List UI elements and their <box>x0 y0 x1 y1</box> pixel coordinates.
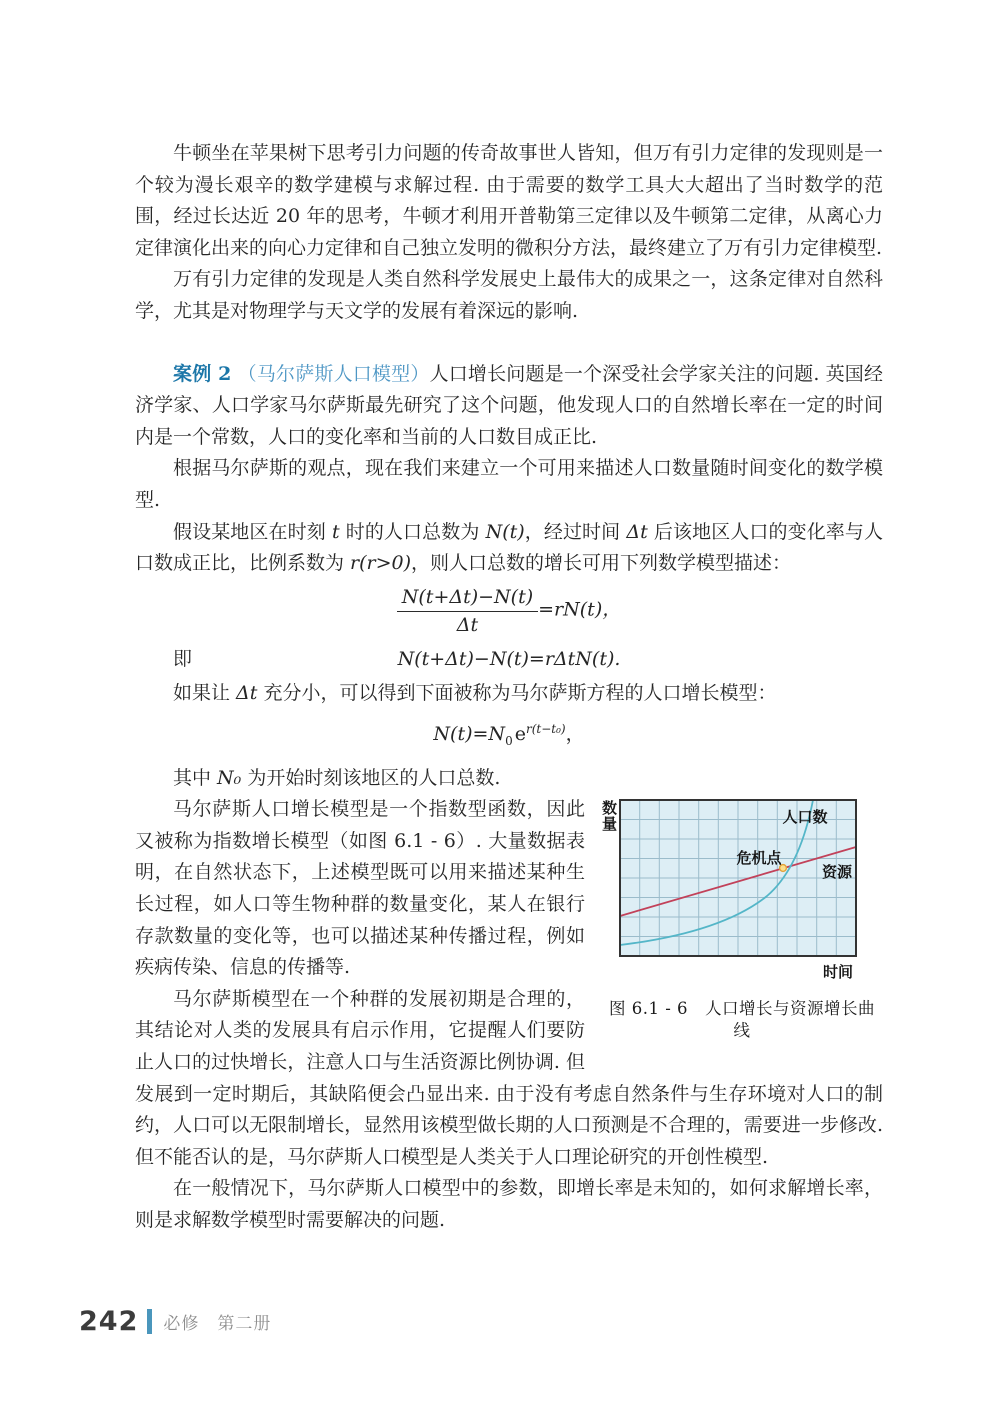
text-segment: 时的人口总数为 <box>339 520 486 543</box>
text-segment: 假设某地区在时刻 <box>173 520 332 543</box>
math-inline: r(r>0) <box>350 552 412 575</box>
paragraph-build-model: 根据马尔萨斯的观点，现在我们来建立一个可用来描述人口数量随时间变化的数学模型. <box>135 457 883 511</box>
formula-e: e <box>514 723 526 746</box>
population-series-label: 人口数 <box>782 808 828 827</box>
formula-lead-word: 即 <box>173 648 193 670</box>
paragraph-exponential-growth: 马尔萨斯人口增长模型是一个指数型函数，因此又被称为指数增长模型（如图 6.1 - 6）. 大量数据表明，在自然状态下，上述模型既可以用来描述某种生长过程，如人口等生物种群的数量变化，某人在银行存款数量的变化等，也可以描述某种传播过程，例如疾病传染、信息的传播等. <box>135 798 585 979</box>
figure-6-1-6 <box>601 798 883 1042</box>
text-segment: 如果让 <box>173 681 237 704</box>
math-inline: Δt <box>626 520 648 543</box>
math-inline: N(t) <box>485 520 525 543</box>
text-segment: ，则人口总数的增长可用下列数学模型描述： <box>411 552 792 575</box>
fraction <box>397 585 538 639</box>
fraction-numerator: N(t+Δt)−N(t) <box>397 585 538 613</box>
text-segment: 人口增长问题是一个深受社会学家关注的问题. 英国经济学家、人口学家马尔萨斯最先研究了这个问题，他发现人口的自然增长率在一定的时间内是一个常数，人口的变化率和当前的人口数目成正比. <box>135 362 883 448</box>
text-segment: 后该地区人口的变化率与人口数成正比，比例系数为 <box>135 520 883 575</box>
population-resource-chart <box>618 798 864 984</box>
figure-x-axis-label: 时间 <box>822 963 854 982</box>
page-body-text <box>135 138 883 1236</box>
crisis-point-label: 危机点 <box>736 849 782 868</box>
formula-rhs: =rN(t)， <box>538 598 622 621</box>
footer-divider-bar <box>147 1309 152 1334</box>
text-segment: 其中 <box>173 766 218 789</box>
resource-series-label: 资源 <box>821 863 853 882</box>
case2-subtitle: （马尔萨斯人口模型） <box>237 362 430 385</box>
formula-lhs: N(t)=N <box>433 723 506 746</box>
text-segment: ，经过时间 <box>524 520 627 543</box>
paragraph-initial-population <box>135 763 883 795</box>
volume-label: 必修 第二册 <box>163 1314 272 1334</box>
paragraph-model-limitations: 马尔萨斯模型在一个种群的发展初期是合理的，其结论对人类的发展具有启示作用，它提醒人们要防止人口的过快增长，注意人口与生活资源比例协调. 但发展到一定时期后，其缺陷便会凸显出来. 由于没有考虑自然条件与生存环境对人口的制约，人口可以无限制增长，显然用该模型做长期的人口预测是不合理的，需要进一步修改. 但不能否认的是，马尔萨斯人口模型是人类关于人口理论研究的开创性模型. <box>135 987 883 1168</box>
text-segment: 为开始时刻该地区的人口总数. <box>241 766 501 789</box>
paragraph-assumption <box>135 517 883 580</box>
formula-growth-rate <box>135 585 883 639</box>
paragraph-parameter-problem: 在一般情况下，马尔萨斯人口模型中的参数，即增长率是未知的，如何求解增长率，则是求解数学模型时需要解决的问题. <box>135 1177 883 1231</box>
formula-body: N(t+Δt)−N(t)=rΔtN(t). <box>397 648 621 670</box>
page-footer <box>79 1306 271 1337</box>
page-number: 242 <box>79 1306 139 1337</box>
paragraph-case2-intro <box>135 359 883 454</box>
figure-y-axis-label: 数量 <box>601 799 617 834</box>
math-inline: N₀ <box>217 766 242 789</box>
case2-label: 案例 2 <box>173 362 232 385</box>
fraction-denominator: Δt <box>456 614 479 637</box>
paragraph-gravity-impact: 万有引力定律的发现是人类自然科学发展史上最伟大的成果之一，这条定律对自然科学，尤其是对物理学与天文学的发展有着深远的影响. <box>135 268 883 322</box>
paragraph-malthus-equation-intro <box>135 678 883 710</box>
figure-caption: 图 6.1 - 6 人口增长与资源增长曲线 <box>608 999 876 1041</box>
math-inline: t <box>331 520 340 543</box>
paragraph-newton-story: 牛顿坐在苹果树下思考引力问题的传奇故事世人皆知，但万有引力定律的发现则是一个较为漫长艰辛的数学建模与求解过程. 由于需要的数学工具大大超出了当时数学的范围，经过长达近 20 年的思考，牛顿才利用开普勒第三定律以及牛顿第二定律，从离心力定律演化出来的向心力定律和自己独立发明的微积分方法，最终建立了万有引力定律模型. <box>135 142 883 259</box>
formula-subscript: 0 <box>505 733 513 748</box>
formula-comma: ， <box>565 723 585 746</box>
math-inline: Δt <box>236 681 258 704</box>
formula-exponential-model <box>135 714 883 757</box>
formula-difference-equation <box>135 644 883 676</box>
formula-exponent: r(t−t₀) <box>525 722 566 737</box>
text-segment: 充分小，可以得到下面被称为马尔萨斯方程的人口增长模型： <box>257 681 777 704</box>
